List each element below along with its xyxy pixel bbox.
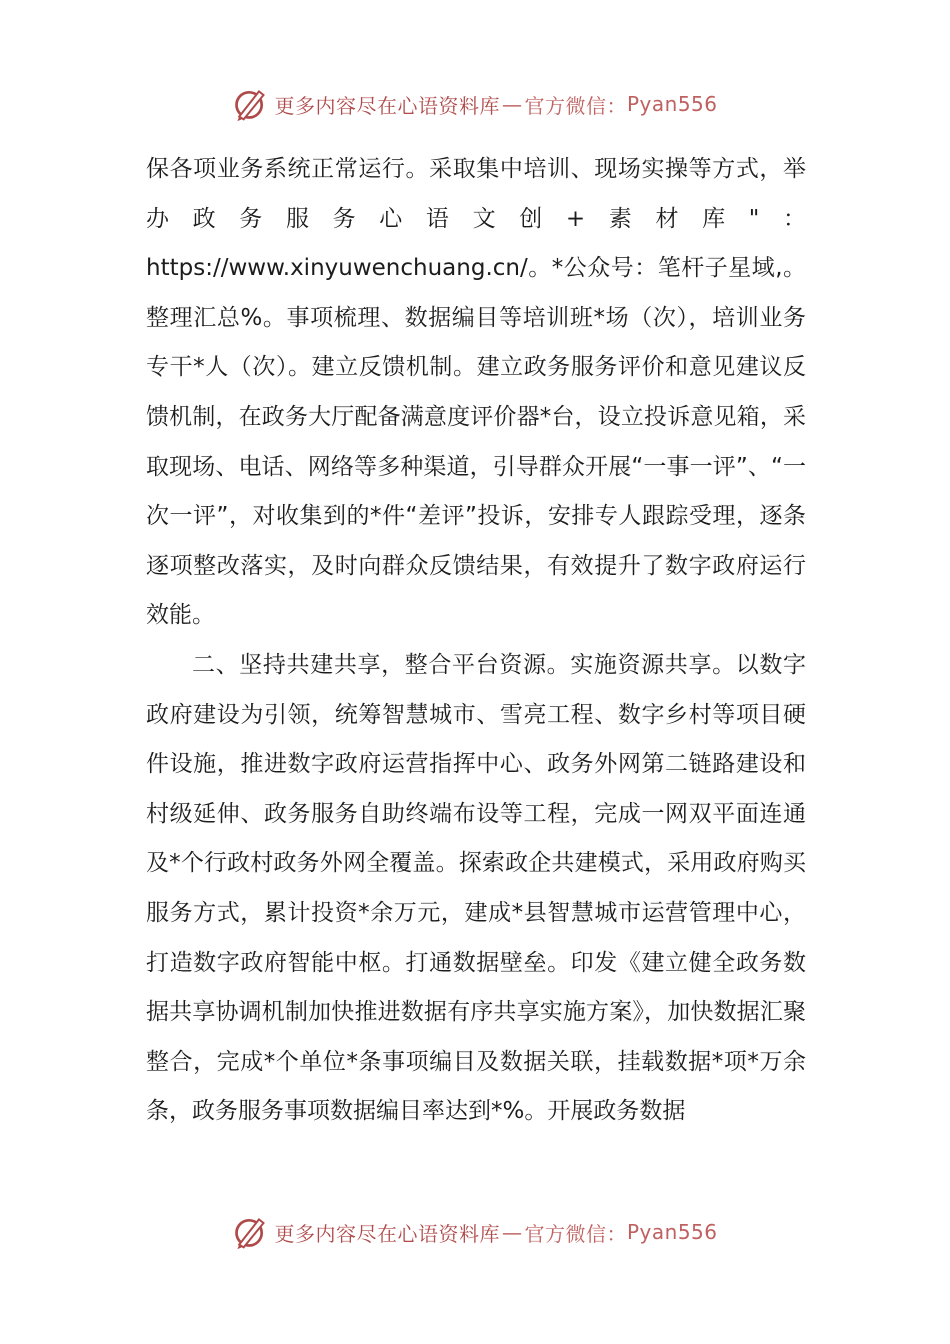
pen-circle-logo-icon [232, 1214, 268, 1250]
header-banner [0, 84, 950, 124]
banner-separator: — [501, 1220, 523, 1244]
banner-wechat-label: 官方微信： [524, 1221, 627, 1246]
banner-wechat-id: Pyan556 [626, 1220, 718, 1244]
pen-circle-logo-icon [232, 86, 268, 122]
paragraph-section-two: 二、坚持共建共享，整合平台资源。实施资源共享。以数字政府建设为引领，统筹智慧城市、雪亮工程、数字乡村等项目硬件设施，推进数字政府运营指挥中心、政务外网第二链路建设和村级延伸、政务服务自助终端布设等工程，完成一网双平面连通及*个行政村政务外网全覆盖。探索政企共建模式，采用政府购买服务方式，累计投资*余万元，建成*县智慧城市运营管理中心，打造数字政府智能中枢。打通数据壁垒。印发《建立健全政务数据共享协调机制加快推进数据有序共享实施方案》，加快数据汇聚整合，完成*个单位*条事项编目及数据关联，挂载数据*项*万余条，政务服务事项数据编目率达到*%。开展政务数据 [146, 651, 806, 1125]
banner-separator: — [501, 92, 523, 116]
document-body [146, 145, 806, 1137]
paragraph-continuation: 保各项业务系统正常运行。采取集中培训、现场实操等方式，举办政务服务心语文创+素材库"：https://www.xinyuwenchuang.cn/。*公众号：笔杆子星域,。整理汇总%。事项梳理、数据编目等培训班*场（次），培训业务专干*人（次）。建立反馈机制。建立政务服务评价和意见建议反馈机制，在政务大厅配备满意度评价器*台，设立投诉意见箱，采取现场、电话、网络等多种渠道，引导群众开展“一事一评”、“一次一评”，对收集到的*件“差评”投诉，安排专人跟踪受理，逐条逐项整改落实，及时向群众反馈结果，有效提升了数字政府运行效能。 [146, 156, 806, 629]
banner-text: 更多内容尽在心语资料库 [274, 93, 500, 118]
banner-wechat-id: Pyan556 [626, 92, 718, 116]
banner-wechat-label: 官方微信： [524, 93, 627, 118]
footer-banner [0, 1212, 950, 1252]
banner-text: 更多内容尽在心语资料库 [274, 1221, 500, 1246]
